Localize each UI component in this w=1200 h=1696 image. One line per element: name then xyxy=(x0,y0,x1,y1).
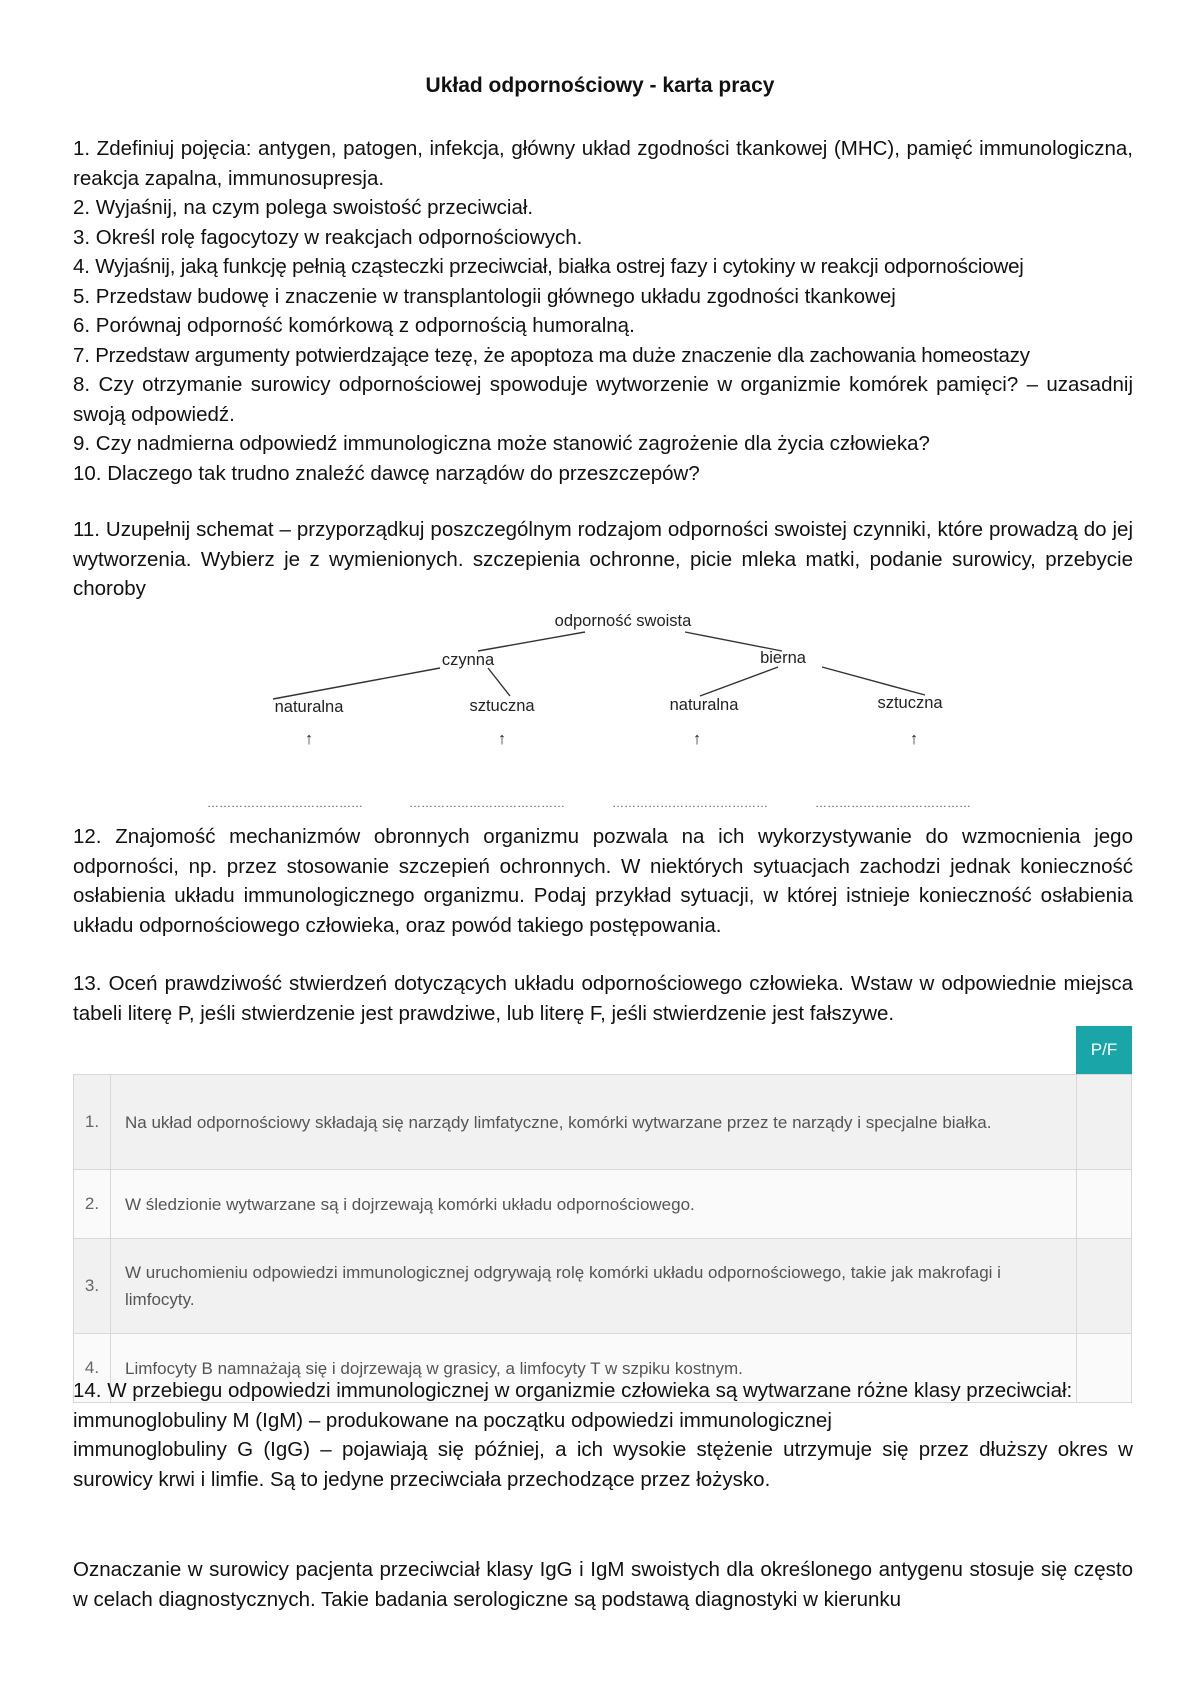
answer-cell[interactable] xyxy=(1077,1075,1132,1170)
question-11: 11. Uzupełnij schemat – przyporządkuj poszczególnym rodzajom odporności swoistej czynniki, które prowadzą do jej wytworzenia. Wybierz je z wymienionych. szczepienia ochronne, picie mleka matki, podanie surowicy, przebycie choroby xyxy=(73,518,1133,600)
tree-edge xyxy=(700,667,778,696)
igm-description: immunoglobuliny M (IgM) – produkowane na początku odpowiedzi immunologicznej xyxy=(73,1408,832,1432)
true-false-table xyxy=(73,1074,1132,1403)
question-6: 6. Porównaj odporność komórkową z odpornością humoralną. xyxy=(73,314,635,337)
question-2: 2. Wyjaśnij, na czym polega swoistość przeciwciał. xyxy=(73,196,534,219)
arrow-up-icon: ↑ xyxy=(304,730,314,748)
question-14-intro: 14. W przebiegu odpowiedzi immunologicznej w organizmie człowieka są wytwarzane różne klasy przeciwciał: xyxy=(73,1379,1073,1402)
tree-edge xyxy=(822,667,925,695)
question-9: 9. Czy nadmierna odpowiedź immunologiczna może stanowić zagrożenie dla życia człowieka? xyxy=(73,432,930,455)
statement-text: W uruchomieniu odpowiedzi immunologicznej odgrywają rolę komórki układu odpornościowego, takie jak makrofagi i limfocyty. xyxy=(111,1239,1077,1334)
row-number: 2. xyxy=(74,1170,111,1239)
tree-active-label: czynna xyxy=(441,651,495,669)
arrow-up-icon: ↑ xyxy=(497,730,507,748)
table-row xyxy=(74,1170,1132,1239)
questions-list xyxy=(73,134,1133,488)
statement-text: W śledzionie wytwarzane są i dojrzewają komórki układu odpornościowego. xyxy=(111,1170,1077,1239)
tree-edge xyxy=(273,668,440,699)
row-number: 3. xyxy=(74,1239,111,1334)
row-number: 4. xyxy=(74,1334,111,1403)
answer-blank-4[interactable]: ………………………………… xyxy=(815,796,971,810)
answer-blank-2[interactable]: ………………………………… xyxy=(409,796,565,810)
question-12: 12. Znajomość mechanizmów obronnych organizmu pozwala na ich wykorzystywanie do wzmocnienia jego odporności, np. przez stosowanie szczepień ochronnych. W niektórych sytuacjach zachodzi jednak konieczność osłabienia układu immunologicznego organizmu. Podaj przykład sytuacji, w której istnieje konieczność osłabienia układu odpornościowego człowieka, oraz powód takiego postępowania. xyxy=(73,825,1133,937)
tree-edge xyxy=(488,668,510,696)
question-7: 7. Przedstaw argumenty potwierdzające tezę, że apoptoza ma duże znaczenie dla zachowania homeostazy xyxy=(73,343,1030,367)
table-row xyxy=(74,1239,1132,1334)
answer-cell[interactable] xyxy=(1077,1239,1132,1334)
statement-text: Limfocyty B namnażają się i dojrzewają w grasicy, a limfocyty T w szpiku kostnym. xyxy=(111,1334,1077,1403)
question-13: 13. Oceń prawdziwość stwierdzeń dotyczących układu odpornościowego człowieka. Wstaw w odpowiednie miejsca tabeli literę P, jeśli stwierdzenie jest prawdziwe, lub literę F, jeśli stwierdzenie jest fałszywe. xyxy=(73,972,1133,1025)
statement-text: Na układ odpornościowy składają się narządy limfatyczne, komórki wytwarzane przez te narządy i specjalne białka. xyxy=(111,1075,1077,1170)
tree-leaf-artificial-active: sztuczna xyxy=(469,697,535,715)
question-4: 4. Wyjaśnij, jaką funkcję pełnią cząsteczki przeciwciał, białka ostrej fazy i cytokiny w reakcji odpornościowej xyxy=(73,255,1024,278)
question-14 xyxy=(73,1376,1133,1494)
tree-leaf-artificial-passive: sztuczna xyxy=(877,694,943,712)
immunity-tree-diagram xyxy=(0,598,1200,818)
question-5: 5. Przedstaw budowę i znaczenie w transplantologii głównego układu zgodności tkankowej xyxy=(73,284,896,308)
tree-root-label: odporność swoista xyxy=(554,612,692,630)
question-1: 1. Zdefiniuj pojęcia: antygen, patogen, infekcja, główny układ zgodności tkankowej (MHC), pamięć immunologiczna, reakcja zapalna, immunosupresja. xyxy=(73,137,1133,190)
table-header-pf: P/F xyxy=(1076,1026,1132,1074)
answer-cell[interactable] xyxy=(1077,1170,1132,1239)
tree-leaf-natural-passive: naturalna xyxy=(669,696,739,714)
answer-blank-1[interactable]: ………………………………… xyxy=(207,796,363,810)
page-title: Układ odpornościowy - karta pracy xyxy=(425,74,775,97)
tree-passive-label: bierna xyxy=(760,649,806,667)
question-8: 8. Czy otrzymanie surowicy odpornościowej spowoduje wytworzenie w organizmie komórek pamięci? – uzasadnij swoją odpowiedź. xyxy=(73,373,1133,426)
question-10: 10. Dlaczego tak trudno znaleźć dawcę narządów do przeszczepów? xyxy=(73,461,700,485)
arrow-up-icon: ↑ xyxy=(692,730,702,748)
answer-blank-3[interactable]: ………………………………… xyxy=(612,796,768,810)
igg-description: immunoglobuliny G (IgG) – pojawiają się później, a ich wysokie stężenie utrzymuje się przez dłuższy okres w surowicy krwi i limfie. Są to jedyne przeciwciała przechodzące przez łożysko. xyxy=(73,1438,1133,1491)
tree-leaf-natural-active: naturalna xyxy=(274,698,344,716)
arrow-up-icon: ↑ xyxy=(909,730,919,748)
question-3: 3. Określ rolę fagocytozy w reakcjach odpornościowych. xyxy=(73,225,583,249)
diagnostics-paragraph: Oznaczanie w surowicy pacjenta przeciwciał klasy IgG i IgM swoistych dla określonego antygenu stosuje się często w celach diagnostycznych. Takie badania serologiczne są podstawą diagnostyki w kierunku xyxy=(73,1558,1133,1611)
row-number: 1. xyxy=(74,1075,111,1170)
table-row xyxy=(74,1075,1132,1170)
tree-edge xyxy=(478,632,585,651)
